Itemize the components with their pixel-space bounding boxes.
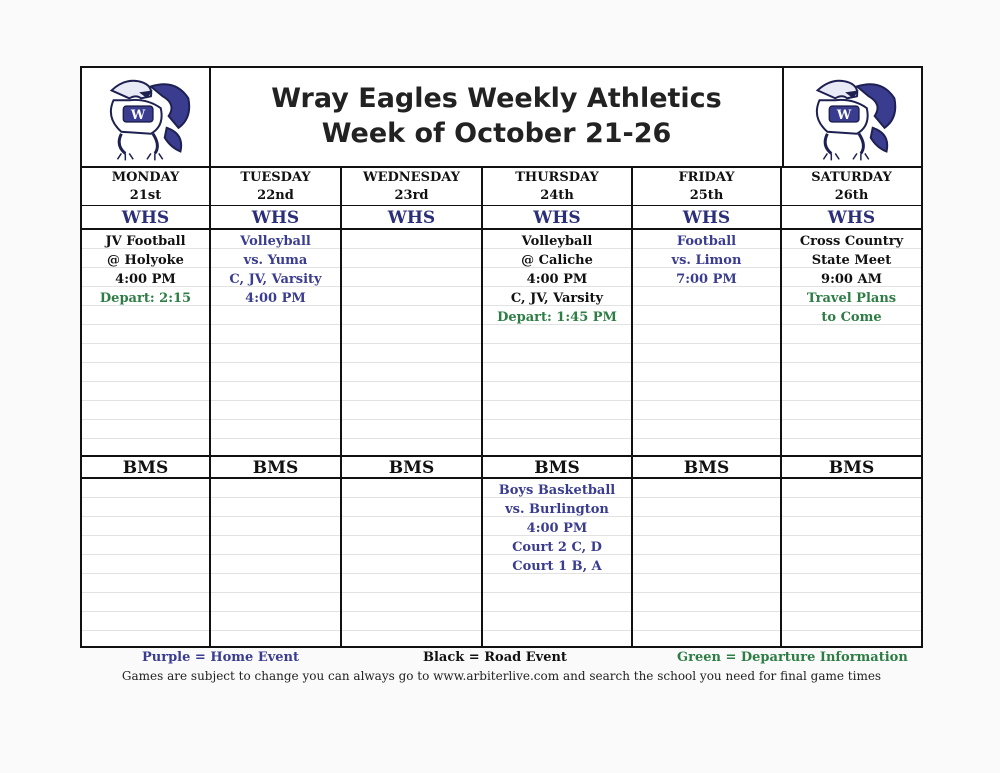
legend	[80, 650, 923, 668]
legend-departure: Green = Departure Information	[677, 650, 908, 665]
whs-label: WHS	[483, 206, 631, 230]
event-line: vs. Burlington	[505, 502, 609, 517]
bms-events	[782, 479, 921, 647]
day-column-wednesday	[342, 168, 483, 646]
whs-label: WHS	[633, 206, 780, 230]
eagle-logo-left	[82, 68, 211, 166]
day-column-friday	[633, 168, 782, 646]
schedule-sheet	[80, 66, 923, 648]
whs-events	[82, 230, 209, 455]
event-line: Cross Country	[799, 234, 904, 249]
event-line: Travel Plans	[806, 291, 897, 306]
day-date: 23rd	[394, 188, 429, 203]
whs-events	[633, 230, 780, 455]
header-row	[82, 68, 921, 168]
whs-label: WHS	[342, 206, 481, 230]
bms-events	[82, 479, 209, 647]
day-header	[782, 168, 921, 206]
day-column-tuesday	[211, 168, 342, 646]
event-line: 4:00 PM	[115, 272, 176, 287]
legend-home: Purple = Home Event	[142, 650, 300, 665]
event-line: 9:00 AM	[821, 272, 882, 287]
day-name: FRIDAY	[678, 170, 735, 185]
page-title: Wray Eagles Weekly Athletics	[271, 83, 722, 114]
event-line: Football	[676, 234, 737, 249]
event-line: C, JV, Varsity	[510, 291, 604, 306]
whs-events	[483, 230, 631, 455]
bms-label: BMS	[211, 455, 340, 479]
bms-events	[211, 479, 340, 647]
whs-events	[782, 230, 921, 455]
day-date: 22nd	[257, 188, 294, 203]
event-line: Court 1 B, A	[512, 559, 602, 574]
day-column-monday	[82, 168, 211, 646]
title-block	[211, 82, 782, 152]
event-line: vs. Yuma	[243, 253, 308, 268]
event-line: @ Caliche	[521, 253, 593, 268]
event-line: Volleyball	[240, 234, 311, 249]
event-line: Depart: 2:15	[99, 291, 192, 306]
event-line: 4:00 PM	[526, 521, 588, 536]
day-date: 24th	[540, 188, 574, 203]
event-line: vs. Limon	[671, 253, 742, 268]
whs-events	[342, 230, 481, 455]
day-header	[342, 168, 481, 206]
whs-label: WHS	[82, 206, 209, 230]
whs-label: WHS	[782, 206, 921, 230]
day-name: SATURDAY	[811, 170, 892, 185]
bms-label: BMS	[342, 455, 481, 479]
bms-events	[342, 479, 481, 647]
bms-label: BMS	[483, 455, 631, 479]
event-line: to Come	[821, 310, 882, 325]
event-line: Boys Basketball	[498, 483, 616, 498]
page-subtitle: Week of October 21-26	[321, 118, 672, 149]
day-header	[633, 168, 780, 206]
eagle-logo-right	[782, 68, 921, 166]
event-line: @ Holyoke	[107, 253, 184, 268]
event-line: 7:00 PM	[676, 272, 737, 287]
bms-events	[483, 479, 631, 647]
bms-label: BMS	[782, 455, 921, 479]
day-column-thursday	[483, 168, 633, 646]
eagle-mascot-icon	[82, 68, 209, 166]
day-name: THURSDAY	[515, 170, 599, 185]
footnote: Games are subject to change you can always go to www.arbiterlive.com and search the school you need for final game times	[121, 669, 882, 683]
day-name: MONDAY	[111, 170, 180, 185]
bms-label: BMS	[82, 455, 209, 479]
legend-road: Black = Road Event	[423, 650, 567, 665]
day-column-saturday	[782, 168, 921, 646]
bms-label: BMS	[633, 455, 780, 479]
day-name: TUESDAY	[240, 170, 311, 185]
event-line: State Meet	[811, 253, 892, 268]
eagle-mascot-icon	[784, 68, 921, 166]
event-line: Volleyball	[521, 234, 593, 249]
day-header	[82, 168, 209, 206]
day-date: 26th	[834, 188, 869, 203]
whs-label: WHS	[211, 206, 340, 230]
whs-events	[211, 230, 340, 455]
event-line: C, JV, Varsity	[229, 272, 322, 287]
day-name: WEDNESDAY	[363, 170, 460, 185]
event-line: Depart: 1:45 PM	[497, 310, 617, 325]
event-line: 4:00 PM	[526, 272, 588, 287]
bms-events	[633, 479, 780, 647]
event-line: 4:00 PM	[245, 291, 306, 306]
day-date: 25th	[689, 188, 724, 203]
svg-text:W: W	[130, 107, 146, 123]
day-header	[211, 168, 340, 206]
schedule-grid	[82, 68, 921, 646]
event-line: JV Football	[105, 234, 186, 249]
event-line: Court 2 C, D	[512, 540, 602, 555]
svg-text:W: W	[836, 107, 852, 123]
day-date: 21st	[129, 188, 162, 203]
day-header	[483, 168, 631, 206]
